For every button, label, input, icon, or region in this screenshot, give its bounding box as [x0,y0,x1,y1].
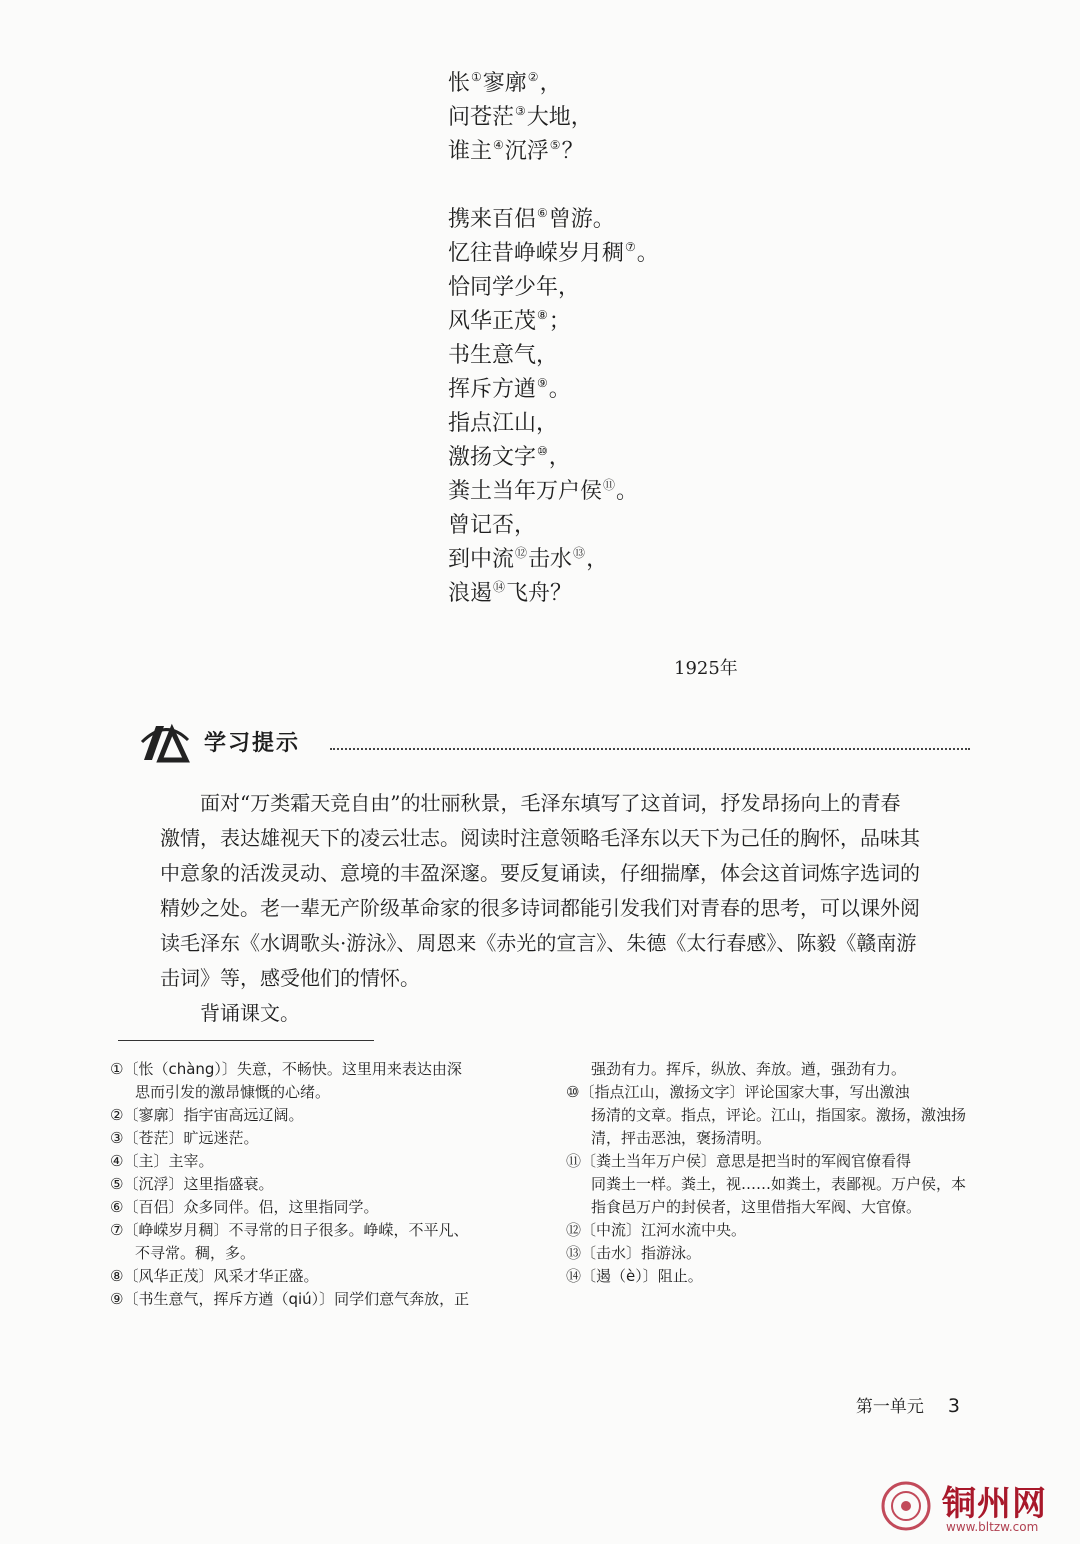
footnote-head: ⑫〔中流〕江河水流中央。 [566,1221,747,1239]
footnote-marker: ⑬ [573,546,586,560]
footnote-marker: ① [471,70,482,84]
watermark-url: www.bltzw.com [946,1520,1039,1534]
footnote-head: ⑭〔遏（è）〕阻止。 [566,1267,703,1285]
poem-text: ， [586,547,609,572]
poem-text: 携来百侣 [448,207,537,232]
poem-line [448,60,661,94]
poem-text: 怅 [448,71,471,96]
stanza-gap [448,162,661,196]
footnote-head: ⑬〔击水〕指游泳。 [566,1244,702,1262]
poem-line [448,468,661,502]
poem-text: 。 [616,479,639,504]
poem-text: 粪土当年万户侯 [448,479,603,504]
poem-line [448,570,661,604]
poem-line [448,332,661,366]
footnote-marker: ⑨ [537,376,548,390]
footnote-head: ⑥〔百侣〕众多同伴。侣，这里指同学。 [110,1198,379,1216]
poem-line [448,128,661,162]
footnote-head: ⑪〔粪土当年万户侯〕意思是把当时的军阀官僚看得 [566,1152,912,1170]
footnote [566,1265,972,1288]
footnote-head: ⑩〔指点江山，激扬文字〕评论国家大事，写出激浊 [566,1083,910,1101]
poem-text: 指点江山， [448,411,559,436]
poem-text: 沉浮 [504,139,549,164]
footnote-marker: ⑩ [537,444,548,458]
footnote-rest: 强劲有力。挥斥，纵放、奔放。遒，强劲有力。 [591,1060,907,1078]
poem [448,60,661,604]
footnote-marker: ⑧ [537,308,548,322]
poem-text: 问苍茫 [448,105,515,130]
poem-text: 大地， [526,105,593,130]
tips-logo-icon [140,720,190,764]
footnote-rest: 思而引发的激昂慷慨的心绪。 [135,1083,331,1101]
footnote [110,1104,515,1127]
poem-text: 激扬文字 [448,445,537,470]
study-tips-header [140,720,970,766]
footnote-marker: ④ [493,138,504,152]
watermark [880,1478,1070,1538]
poem-text: 恰同学少年， [448,275,581,300]
footnote-head: ⑨〔书生意气，挥斥方遒（qiú）〕同学们意气奔放，正 [110,1290,470,1308]
poem-text: 浪遏 [448,581,493,606]
footnote-marker: ⑤ [549,138,561,152]
footnote-rule [118,1040,374,1041]
footnote [566,1081,972,1150]
footnote-rest: 扬清的文章。指点，评论。江山，指国家。激扬，激浊扬清，抨击恶浊，褒扬清明。 [591,1106,967,1147]
footnotes-left [110,1058,515,1311]
poem-line [448,434,661,468]
unit-label: 第一单元 [855,1397,924,1417]
footnote [110,1265,515,1288]
footnote-head: ⑧〔风华正茂〕风采才华正盛。 [110,1267,319,1285]
watermark-seal-icon [880,1480,932,1532]
poem-line [448,230,661,264]
footnote-marker: ⑪ [603,478,616,492]
poem-text: 书生意气， [448,343,559,368]
poem-text: 挥斥方遒 [448,377,537,402]
footnote [110,1150,515,1173]
study-tips-title: 学习提示 [204,731,301,756]
footnote-rest: 不寻常。稠，多。 [135,1244,256,1262]
footnote-head: ⑤〔沉浮〕这里指盛衰。 [110,1175,274,1193]
footnote-marker: ③ [515,104,526,118]
footnote [110,1288,515,1311]
poem-text: 曾记否， [448,513,537,538]
poem-text: ， [539,71,562,96]
poem-year: 1925年 [674,658,738,679]
footnote [566,1150,972,1219]
footnote [110,1173,515,1196]
poem-text: 击水 [528,547,573,572]
footnote-head: ⑦〔峥嵘岁月稠〕不寻常的日子很多。峥嵘，不平凡、 [110,1221,469,1239]
footnote [566,1058,972,1081]
footnote-head: ④〔主〕主宰。 [110,1152,214,1170]
poem-text: 飞舟？ [506,581,573,606]
poem-line [448,536,661,570]
poem-text: 曾游。 [548,207,615,232]
poem-line [448,298,661,332]
footnote [566,1219,972,1242]
footnote-head: ③〔苍茫〕旷远迷茫。 [110,1129,259,1147]
tips-paragraph: 背诵课文。 [200,1001,300,1025]
tips-paragraph: 面对“万类霜天竞自由”的壮丽秋景，毛泽东填写了这首词，抒发昂扬向上的青春激情，表达雄视天下的凌云壮志。阅读时注意领略毛泽东以天下为己任的胸怀，品味其中意象的活泼灵动、意境的丰盈深邃。要反复诵读，仔细揣摩，体会这首词炼字选词的精妙之处。老一辈无产阶级革命家的很多诗词都能引发我们对青春的思考，可以课外阅读毛泽东《水调歌头·游泳》、周恩来《赤光的宣言》、朱德《太行春感》、陈毅《赣南游击词》等，感受他们的情怀。 [160,791,920,990]
footnote-marker: ⑥ [537,206,548,220]
poem-text: 忆往昔峥嵘岁月稠 [448,241,625,266]
study-tips-body [160,786,920,1031]
poem-text: ； [548,309,571,334]
dotted-divider [330,748,970,750]
footnote-head: ②〔寥廓〕指宇宙高远辽阔。 [110,1106,304,1124]
footnote [110,1127,515,1150]
poem-text: ， [548,445,571,470]
page-number: 3 [947,1395,960,1417]
page-footer [856,1392,960,1417]
watermark-name: 铜州网 [942,1484,1047,1524]
footnote-head: ①〔怅（chàng）〕失意，不畅快。这里用来表达由深 [110,1060,462,1078]
poem-text: 。 [548,377,571,402]
poem-text: 到中流 [448,547,515,572]
footnote-marker: ⑦ [625,240,636,254]
poem-text: 。 [636,241,659,266]
footnote-rest: 同粪土一样。粪土，视……如粪土，表鄙视。万户侯，本指食邑万户的封侯者，这里借指大军阀、大官僚。 [591,1175,967,1216]
footnote-marker: ⑭ [493,580,506,594]
poem-line [448,502,661,536]
footnote [566,1242,972,1265]
poem-text: 寥廓 [482,71,527,96]
footnote [110,1196,515,1219]
poem-line [448,196,661,230]
footnotes-right [566,1058,972,1288]
footnote [110,1219,515,1265]
footnote [110,1058,515,1104]
poem-line [448,94,661,128]
poem-text: 谁主 [448,139,493,164]
footnote-marker: ⑫ [515,546,528,560]
poem-text: 风华正茂 [448,309,537,334]
poem-line [448,400,661,434]
poem-line [448,264,661,298]
poem-text: ？ [561,139,584,164]
poem-line [448,366,661,400]
footnote-marker: ② [527,70,539,84]
